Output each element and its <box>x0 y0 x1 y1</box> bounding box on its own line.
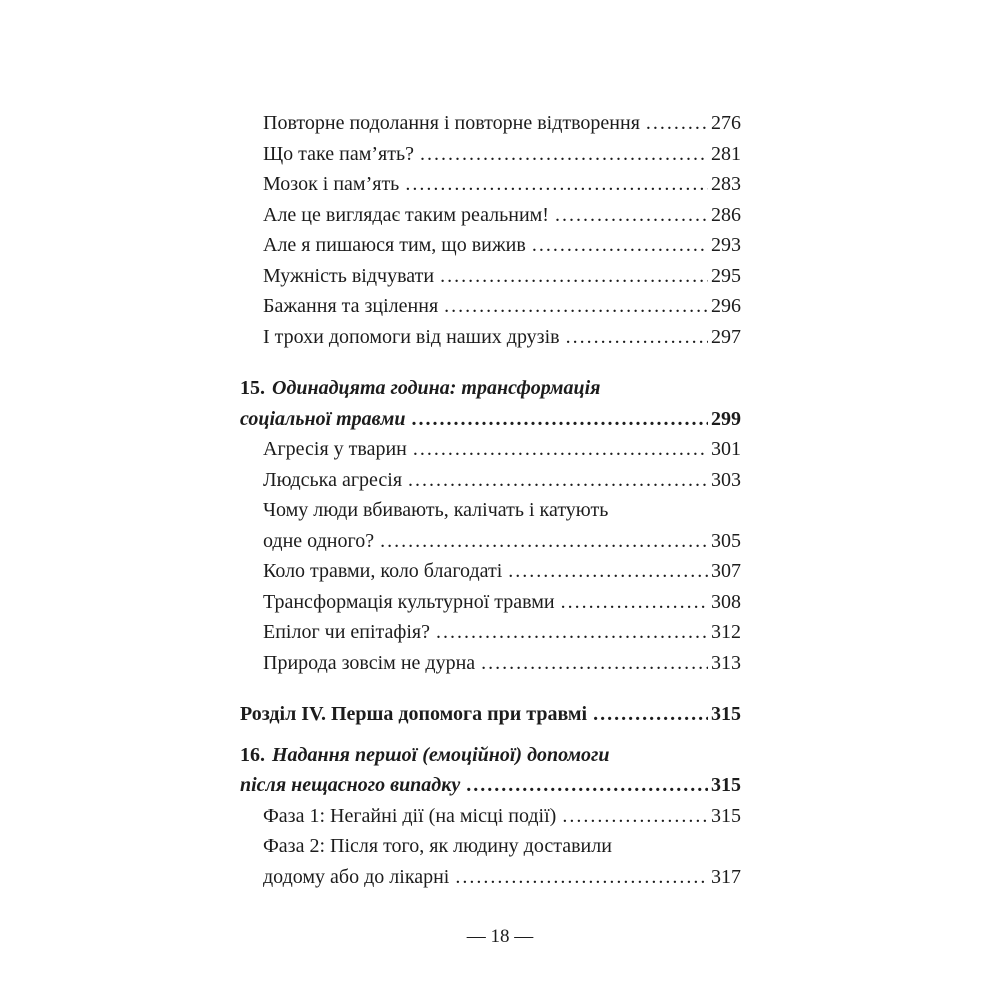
toc-line <box>240 801 741 832</box>
toc-entry <box>240 801 741 832</box>
toc-entry <box>240 322 741 353</box>
toc-entry-title: Епілог чи епітафія? <box>263 621 431 643</box>
toc-entry-title: Повторне подолання і повторне відтворення <box>263 112 640 134</box>
table-of-contents <box>240 108 741 892</box>
dot-leader <box>436 617 708 648</box>
toc-page-number: 315 <box>711 804 741 827</box>
dot-leader <box>413 434 708 465</box>
dot-leader <box>440 261 708 292</box>
toc-page-number: 305 <box>711 529 741 552</box>
toc-entry-title: І трохи допомоги від наших друзів <box>263 325 560 348</box>
toc-page-number: 283 <box>711 173 741 195</box>
toc-page-number: 315 <box>711 774 741 796</box>
toc-page-number: 315 <box>711 703 741 725</box>
toc-line <box>240 831 741 862</box>
toc-line <box>240 699 741 730</box>
toc-page-number: 293 <box>711 234 741 256</box>
toc-page-number: 312 <box>711 621 741 643</box>
toc-entry <box>240 740 741 801</box>
dot-leader <box>566 322 708 353</box>
toc-line <box>240 740 741 771</box>
toc-entry-title: Людська агресія <box>263 468 403 491</box>
toc-entry <box>240 200 741 231</box>
toc-page-number: 281 <box>711 142 741 165</box>
toc-entry <box>240 230 741 261</box>
dot-leader <box>532 230 708 261</box>
toc-entry-title: соціальної травми <box>240 407 406 430</box>
dot-leader <box>408 465 708 496</box>
toc-entry-title: після нещасного випадку <box>240 774 461 796</box>
toc-page-number: 303 <box>711 468 741 491</box>
dot-leader <box>555 200 708 231</box>
dot-leader <box>380 526 708 557</box>
toc-page-number: 286 <box>711 203 741 226</box>
toc-line <box>240 373 741 404</box>
dot-leader <box>466 770 708 801</box>
toc-entry <box>240 108 741 139</box>
toc-entry-title: Мозок і пам’ять <box>263 173 400 195</box>
toc-entry <box>240 699 741 730</box>
dot-leader <box>508 556 708 587</box>
toc-entry <box>240 831 741 892</box>
toc-entry-title: Але я пишаюся тим, що вижив <box>263 234 526 256</box>
toc-entry-title: Агресія у тварин <box>263 438 407 460</box>
dot-leader <box>593 699 708 730</box>
toc-entry <box>240 617 741 648</box>
toc-page-number: 307 <box>711 560 741 582</box>
toc-entry <box>240 169 741 200</box>
toc-entry <box>240 261 741 292</box>
dot-leader <box>481 648 708 679</box>
toc-entry <box>240 291 741 322</box>
toc-entry <box>240 373 741 434</box>
toc-entry <box>240 139 741 170</box>
toc-entry-title: Але це виглядає таким реальним! <box>263 203 549 226</box>
toc-entry-title: Фаза 2: Після того, як людину доставили <box>263 835 612 857</box>
toc-line <box>240 404 741 435</box>
toc-entry-title: Надання першої (емоційної) допомоги <box>272 743 610 766</box>
toc-entry <box>240 495 741 556</box>
page-footer <box>0 926 1000 948</box>
toc-line <box>240 322 741 353</box>
toc-line <box>240 862 741 893</box>
page-number: — 18 — <box>466 926 534 947</box>
toc-entry <box>240 587 741 618</box>
toc-page-number: 296 <box>711 295 741 317</box>
toc-line <box>240 770 741 801</box>
toc-entry-title: одне одного? <box>263 529 375 552</box>
dot-leader <box>420 139 708 170</box>
toc-line <box>240 587 741 618</box>
toc-page-number: 299 <box>711 407 741 430</box>
toc-entry-title: Мужність відчувати <box>263 264 435 287</box>
toc-entry-title: Розділ IV. Перша допомога при травмі <box>240 703 588 725</box>
toc-line <box>240 200 741 231</box>
toc-page-number: 295 <box>711 264 741 287</box>
dot-leader <box>646 108 708 139</box>
toc-entry-title: Коло травми, коло благодаті <box>263 560 503 582</box>
toc-line <box>240 230 741 261</box>
toc-entry-title: Фаза 1: Негайні дії (на місці події) <box>263 804 557 827</box>
toc-entry-title: Природа зовсім не дурна <box>263 651 476 674</box>
toc-line <box>240 465 741 496</box>
toc-entry-title: Трансформація культурної травми <box>263 590 555 613</box>
dot-leader <box>562 801 708 832</box>
toc-page-number: 308 <box>711 590 741 613</box>
toc-line <box>240 108 741 139</box>
toc-page-number: 276 <box>711 112 741 134</box>
toc-entry-number: 16. <box>240 743 265 766</box>
toc-line <box>240 556 741 587</box>
toc-page-number: 317 <box>711 865 741 888</box>
toc-line <box>240 291 741 322</box>
toc-line <box>240 434 741 465</box>
toc-entry <box>240 556 741 587</box>
dot-leader <box>411 404 708 435</box>
toc-line <box>240 139 741 170</box>
toc-line <box>240 169 741 200</box>
toc-entry <box>240 434 741 465</box>
toc-entry-title: Що таке пам’ять? <box>263 142 414 165</box>
toc-line <box>240 261 741 292</box>
toc-entry-title: Чому люди вбивають, калічать і катують <box>263 499 609 521</box>
toc-entry-title: Одинадцята година: трансформація <box>272 377 601 399</box>
dot-leader <box>405 169 708 200</box>
toc-entry-number: 15. <box>240 377 265 399</box>
dot-leader <box>561 587 708 618</box>
toc-line <box>240 495 741 526</box>
toc-page-number: 313 <box>711 651 741 674</box>
toc-entry <box>240 465 741 496</box>
toc-line <box>240 617 741 648</box>
toc-page-number: 301 <box>711 438 741 460</box>
toc-entry-title: додому або до лікарні <box>263 865 450 888</box>
toc-line <box>240 526 741 557</box>
dot-leader <box>455 862 708 893</box>
toc-entry-title: Бажання та зцілення <box>263 295 439 317</box>
dot-leader <box>444 291 708 322</box>
toc-entry <box>240 648 741 679</box>
toc-page-number: 297 <box>711 325 741 348</box>
toc-line <box>240 648 741 679</box>
